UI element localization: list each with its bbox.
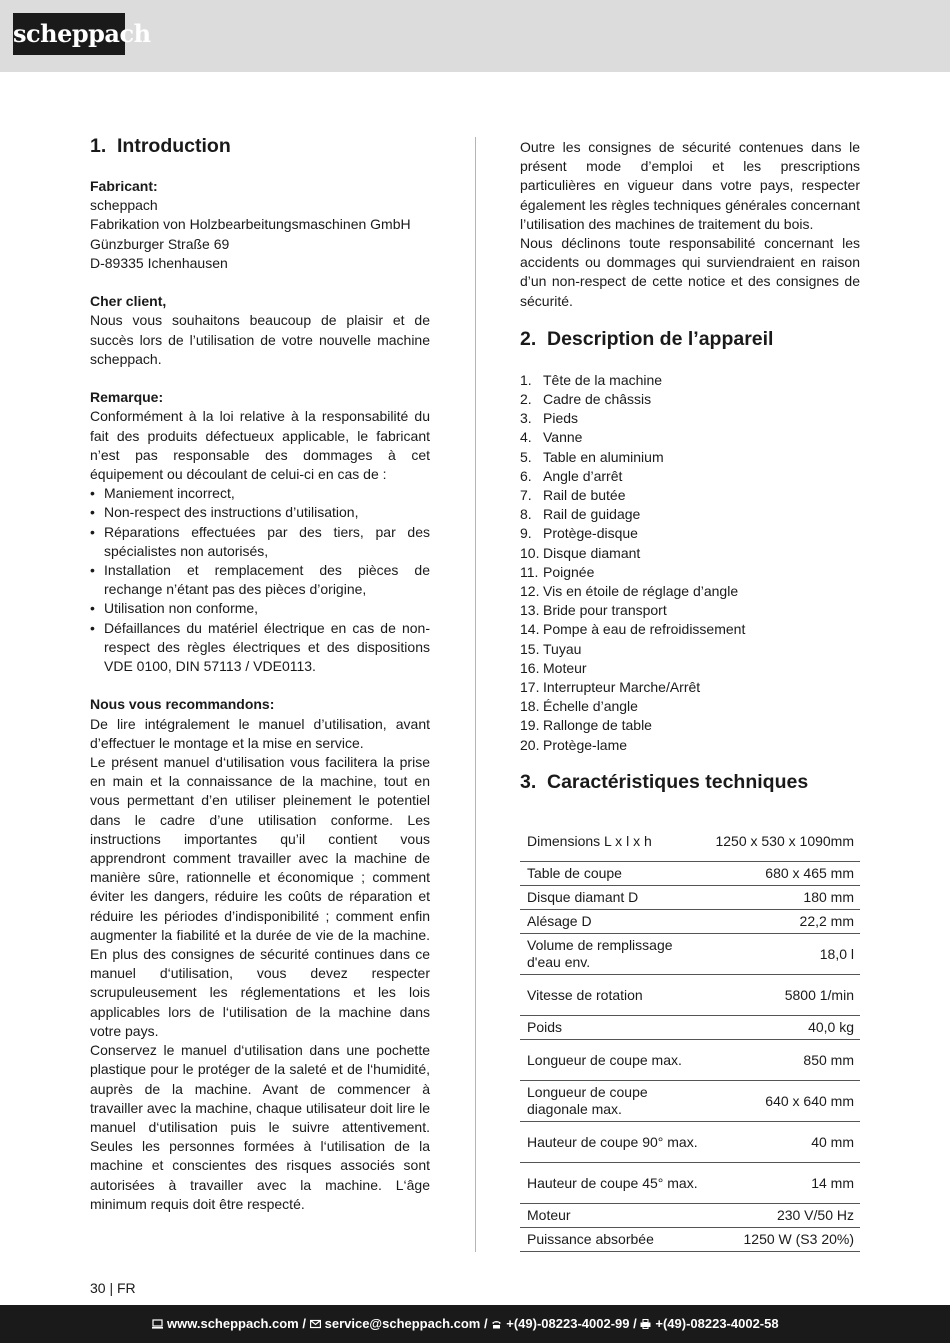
- list-item: 10. Disque diamant: [520, 544, 641, 561]
- list-item: 13. Bride pour transport: [520, 602, 667, 619]
- greeting-label: Cher client,: [90, 293, 167, 310]
- footer-email[interactable]: service@scheppach.com: [324, 1316, 481, 1331]
- list-item: 16. Moteur: [520, 659, 587, 676]
- section-heading-description: 2. Description de l’appareil: [520, 327, 774, 350]
- table-row: [520, 886, 860, 910]
- computer-icon: [152, 1319, 163, 1329]
- spec-value: 40,0 kg: [708, 1016, 860, 1040]
- list-item: 1. Tête de la machine: [520, 371, 663, 388]
- list-item: 18. Échelle d’angle: [520, 698, 638, 715]
- recommend-paragraph: Conservez le manuel d‘utilisation dans une pochette plastique pour le protéger de la saleté et de l‘humidité, auprès de la machine. Avant de commencer à travailler avec la machine, chaque utilisateur doit lire le manuel d‘utilisation puis le suivre attentivement. Seules les personnes formées à l‘utilisation de la machine et conscientes des risques associés sont autorisées à travailler avec la machine. L‘âge minimum requis doit être respecté.: [90, 1042, 430, 1212]
- spec-label: Table de coupe: [520, 862, 708, 886]
- table-row: [520, 1040, 860, 1081]
- list-item: 7. Rail de butée: [520, 487, 626, 504]
- spec-value: 18,0 l: [708, 934, 860, 975]
- recommend-label: Nous vous recommandons:: [90, 696, 275, 713]
- safety-paragraph: Nous déclinons toute responsabilité concernant les accidents ou dommages qui surviendraient en raison d’un non-respect de cette notice et des consignes de sécurité.: [520, 235, 860, 309]
- table-row: [520, 1204, 860, 1228]
- spec-value: 22,2 mm: [708, 910, 860, 934]
- list-item: 11. Poignée: [520, 563, 595, 580]
- spec-label: Hauteur de coupe 90° max.: [520, 1122, 708, 1163]
- table-row: [520, 1163, 860, 1204]
- list-item: • Maniement incorrect,: [90, 484, 430, 503]
- left-column: [90, 133, 430, 1214]
- list-item: 14. Pompe à eau de refroidissement: [520, 621, 746, 638]
- manufacturer-line: scheppach: [90, 197, 158, 214]
- table-row: [520, 1228, 860, 1252]
- spec-label: Hauteur de coupe 45° max.: [520, 1163, 708, 1204]
- section-heading-introduction: 1. Introduction: [90, 135, 231, 157]
- spec-value: 40 mm: [708, 1122, 860, 1163]
- phone-icon: [491, 1319, 502, 1329]
- specs-table: [520, 822, 860, 1253]
- list-item: 6. Angle d’arrêt: [520, 467, 623, 484]
- parts-list: [520, 371, 860, 755]
- list-item: • Non-respect des instructions d’utilisation,: [90, 503, 430, 522]
- table-row: [520, 910, 860, 934]
- recommend-paragraph: De lire intégralement le manuel d’utilisation, avant d’effectuer le montage et la mise en service.: [90, 715, 430, 751]
- table-row: [520, 1081, 860, 1122]
- table-row: [520, 934, 860, 975]
- list-item: 2. Cadre de châssis: [520, 391, 652, 408]
- right-column: [520, 138, 860, 1252]
- remark-text: Conformément à la loi relative à la responsabilité du fait des produits défectueux applicable, le fabricant n’est pas responsable des dommages à cet équipement ou découlant de celui-ci en cas de :: [90, 408, 430, 483]
- footer-fax[interactable]: +(49)-08223-4002-58: [655, 1316, 779, 1331]
- spec-label: Puissance absorbée: [520, 1228, 708, 1252]
- manufacturer-line: D-89335 Ichenhausen: [90, 254, 228, 271]
- spec-value: 640 x 640 mm: [708, 1081, 860, 1122]
- table-row: [520, 822, 860, 862]
- section-heading-specs: 3. Caractéristiques techniques: [520, 770, 809, 793]
- manufacturer-line: Günzburger Straße 69: [90, 235, 230, 252]
- list-item: 12. Vis en étoile de réglage d’angle: [520, 583, 739, 600]
- list-item: 15. Tuyau: [520, 640, 582, 657]
- table-row: [520, 975, 860, 1016]
- list-item: 4. Vanne: [520, 429, 583, 446]
- manufacturer-label: Fabricant:: [90, 178, 158, 194]
- list-item: 5. Table en aluminium: [520, 448, 664, 465]
- spec-label: Dimensions L x l x h: [520, 822, 708, 862]
- spec-label: Vitesse de rotation: [520, 975, 708, 1016]
- list-item: • Installation et remplacement des pièces de rechange n’étant pas des pièces d’origine,: [90, 561, 430, 599]
- table-row: [520, 1016, 860, 1040]
- footer-website[interactable]: www.scheppach.com: [167, 1316, 299, 1331]
- spec-value: 850 mm: [708, 1040, 860, 1081]
- remark-bullet-list: [90, 484, 430, 676]
- spec-label: Poids: [520, 1016, 708, 1040]
- table-row: [520, 1122, 860, 1163]
- spec-label: Alésage D: [520, 910, 708, 934]
- list-item: 3. Pieds: [520, 410, 579, 427]
- spec-label: Volume de remplissage d'eau env.: [520, 934, 708, 975]
- spec-value: 1250 x 530 x 1090mm: [708, 822, 860, 862]
- list-item: 8. Rail de guidage: [520, 506, 641, 523]
- spec-value: 680 x 465 mm: [708, 862, 860, 886]
- manufacturer-address: [90, 196, 430, 273]
- column-divider: [475, 137, 476, 1252]
- spec-label: Moteur: [520, 1204, 708, 1228]
- page-header: [0, 0, 950, 72]
- greeting-text: Nous vous souhaitons beaucoup de plaisir et de succès lors de l’utilisation de votre nouvelle machine scheppach.: [90, 312, 430, 367]
- spec-value: 5800 1/min: [708, 975, 860, 1016]
- manufacturer-line: Fabrikation von Holzbearbeitungsmaschinen GmbH: [90, 216, 411, 233]
- brand-logo: scheppach: [13, 13, 125, 55]
- spec-value: 14 mm: [708, 1163, 860, 1204]
- footer-contacts: www.scheppach.com / service@scheppach.com / +(49)-08223-4002-99 / +(49)-08223-4002-58: [152, 1305, 779, 1343]
- spec-value: 230 V/50 Hz: [708, 1204, 860, 1228]
- list-item: • Utilisation non conforme,: [90, 599, 430, 618]
- table-row: [520, 862, 860, 886]
- remark-label: Remarque:: [90, 389, 164, 406]
- email-icon: [310, 1319, 321, 1329]
- footer-phone[interactable]: +(49)-08223-4002-99: [506, 1316, 630, 1331]
- list-item: • Défaillances du matériel électrique en cas de non-respect des règles électriques et des dispositions VDE 0100, DIN 57113 / VDE0113.: [90, 619, 430, 677]
- list-item: 9. Protège-disque: [520, 525, 638, 542]
- spec-label: Longueur de coupe max.: [520, 1040, 708, 1081]
- spec-label: Disque diamant D: [520, 886, 708, 910]
- list-item: 19. Rallonge de table: [520, 717, 652, 734]
- spec-value: 180 mm: [708, 886, 860, 910]
- safety-paragraph: Outre les consignes de sécurité contenues dans le présent mode d’emploi et les prescriptions particulières en vigueur dans votre pays, respecter également les règles techniques générales concernant l’utilisation des machines de traitement du bois.: [520, 139, 860, 232]
- list-item: • Réparations effectuées par des tiers, par des spécialistes non autorisés,: [90, 523, 430, 561]
- page-number: 30 | FR: [90, 1280, 136, 1296]
- fax-icon: [640, 1319, 651, 1329]
- page-footer: [0, 1305, 950, 1343]
- spec-value: 1250 W (S3 20%): [708, 1228, 860, 1252]
- list-item: 20. Protège-lame: [520, 736, 628, 753]
- recommend-paragraph: Le présent manuel d‘utilisation vous facilitera la prise en main et la connaissance de la machine, tout en vous permettant d’en utiliser pleinement le potentiel dans le cadre d’une utilisation conforme. Les instructions importantes qu’il contient vous apprendront comment travailler avec la machine de manière sûre, rationnelle et économique ; comment éviter les dangers, réduire les coûts de réparation et réduire les périodes d’indisponibilité ; comment enfin augmenter la fiabilité et la durée de vie de la machine. En plus des consignes de sécurité continues dans ce manuel d‘utilisation, vous devez respecter scrupuleusement les réglementations et les lois applicables lors de l‘utilisation de la machine dans votre pays.: [90, 754, 430, 1039]
- spec-label: Longueur de coupe diagonale max.: [520, 1081, 708, 1122]
- list-item: 17. Interrupteur Marche/Arrêt: [520, 679, 701, 696]
